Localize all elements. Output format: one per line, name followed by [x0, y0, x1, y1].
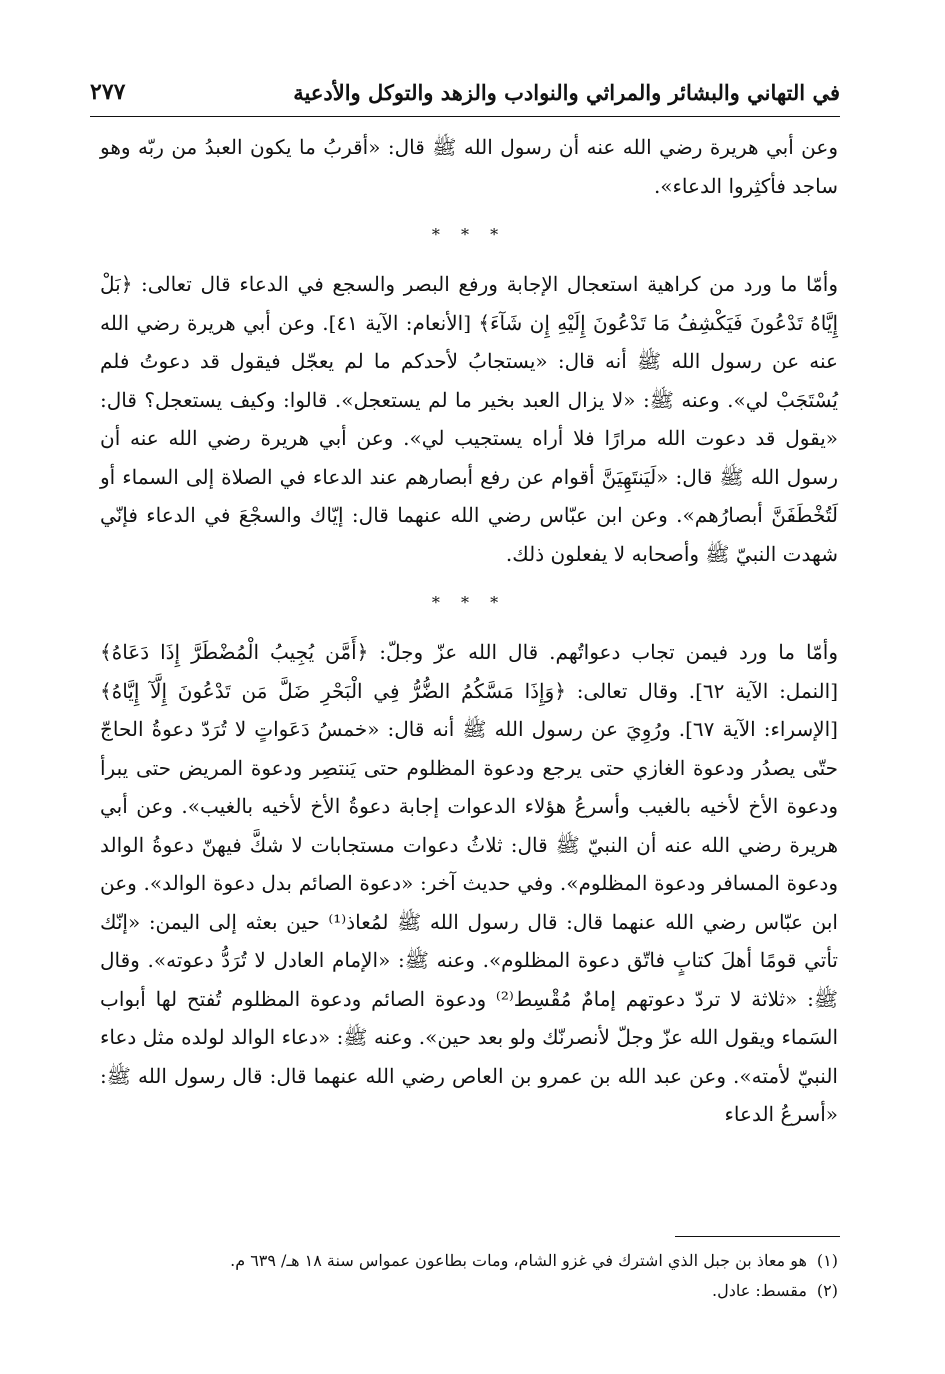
- body-text: [100, 128, 838, 1134]
- paragraph: وأمّا ما ورد من كراهية استعجال الإجابة ورفع البصر والسجع في الدعاء قال تعالى: ﴿بَلْ إِيَّاهُ تَدْعُونَ فَيَكْشِفُ مَا تَدْعُونَ إِلَيْهِ إِن شَآءَ﴾ [الأنعام: الآية ٤١]. وعن أبي هريرة رضي الله عنه عن رسول الله ﷺ أنه قال: «يستجابُ لأحدكم ما لم يعجّل فيقول قد دعوتُ فلم يُسْتَجَبْ لي». وعنه ﷺ: «لا يزال العبد بخير ما لم يستعجل». قالوا: وكيف يستعجل؟ قال: «يقول قد دعوت الله مرارًا فلا أراه يستجيب لي». وعن أبي هريرة رضي الله عنه أن رسول الله ﷺ قال: «لَيَنتَهِيَنَّ أقوام عن رفع أبصارهم عند الدعاء في الصلاة إلى السماء أو لَتُخْطَفَنَّ أبصارُهم». وعن ابن عبّاس رضي الله عنهما قال: إيّاك والسجْعَ في الدعاء فإنّي شهدت النبيّ ﷺ وأصحابه لا يفعلون ذلك.: [100, 272, 839, 566]
- footnote: [100, 1276, 838, 1306]
- footnote-text: هو معاذ بن جبل الذي اشترك في غزو الشام، ومات بطاعون عمواس سنة ١٨ هـ/ ٦٣٩ م.: [230, 1251, 807, 1270]
- running-title: في التهاني والبشائر والمراثي والنوادب والزهد والتوكل والأدعية: [293, 79, 840, 105]
- section-separator: * * *: [431, 593, 507, 612]
- header-rule: [90, 116, 840, 117]
- paragraph: وعن أبي هريرة رضي الله عنه أن رسول الله ﷺ قال: «أقربُ ما يكون العبدُ من ربّه وهو ساجد فأكثِروا الدعاء».: [100, 135, 838, 198]
- page-number: ٢٧٧: [90, 79, 126, 105]
- section-separator: * * *: [431, 225, 507, 244]
- footnote-rule: [675, 1236, 840, 1237]
- page-header: [90, 72, 840, 112]
- paragraph: وأمّا ما ورد فيمن تجاب دعواتُهم. قال الله عزّ وجلّ: ﴿أَمَّن يُجِيبُ الْمُضْطَرَّ إِذَا دَعَاهُ﴾ [النمل: الآية ٦٢]. وقال تعالى: ﴿وَإِذَا مَسَّكُمُ الضُّرُّ فِي الْبَحْرِ ضَلَّ مَن تَدْعُونَ إِلَّآ إِيَّاهُ﴾ [الإسراء: الآية ٦٧]. ورُوِيَ عن رسول الله ﷺ أنه قال: «خمسُ دَعَواتٍ لا تُرَدّ دعوةُ الحاجّ حتّى يصدُر ودعوة الغازي حتى يرجع ودعوة المظلوم حتى يَنتصِر ودعوة المريض حتى يبرأ ودعوة الأخ لأخيه بالغيب وأسرعُ هؤلاء الدعوات إجابة دعوةُ الأخ لأخيه بالغيب». وعن أبي هريرة رضي الله عنه أن النبيّ ﷺ قال: ثلاثُ دعوات مستجابات لا شكَّ فيهنّ دعوةُ الوالد ودعوة المسافر ودعوة المظلوم». وفي حديث آخر: «دعوة الصائم بدل دعوة الوالد». وعن ابن عبّاس رضي الله عنهما قال: قال رسول الله ﷺ لمُعاذ⁽¹⁾ حين بعثه إلى اليمن: «إنّك تأتي قومًا أهلَ كتابٍ فاتّق دعوة المظلوم». وعنه ﷺ: «الإمام العادل لا تُرَدُّ دعوته». وقال ﷺ: «ثلاثة لا تردّ دعوتهم إمامٌ مُقْسِط⁽²⁾ ودعوة الصائم ودعوة المظلوم تُفتح لها أبواب السَماء ويقول الله عزّ وجلّ لأنصرنّك ولو بعد حين». وعنه ﷺ: «دعاء الوالد لولده مثل دعاء النبيّ لأمته». وعن عبد الله بن عمرو بن العاص رضي الله عنهما قال: قال رسول الله ﷺ: «أسرعُ الدعاء: [100, 640, 839, 1126]
- footnote: [100, 1246, 838, 1276]
- footnote-number: (١): [816, 1251, 838, 1270]
- footnote-number: (٢): [816, 1281, 838, 1300]
- footnote-text: مقسط: عادل.: [712, 1281, 807, 1300]
- footnotes: [100, 1246, 838, 1306]
